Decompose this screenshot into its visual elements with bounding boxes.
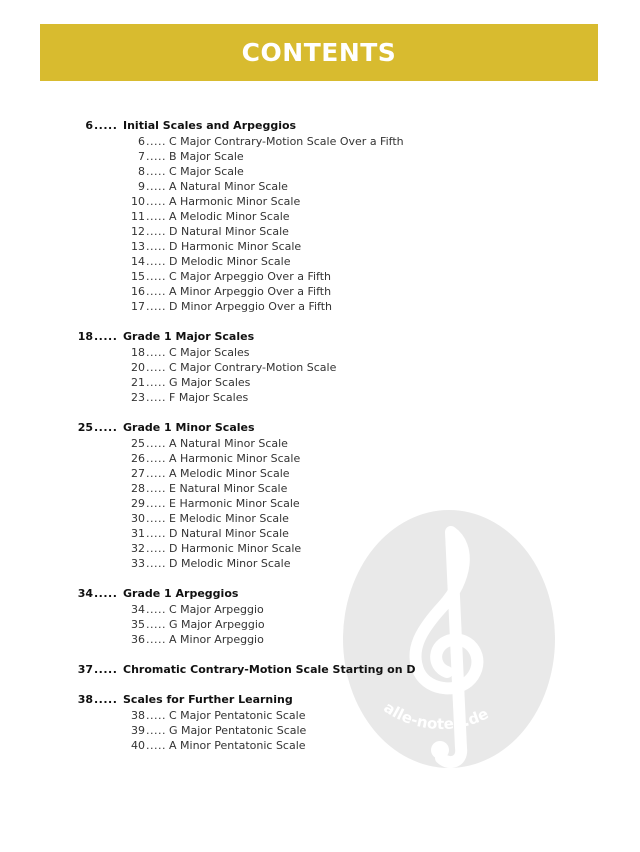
toc-entry-list (0, 133, 640, 314)
dot-leader: ..... (146, 150, 166, 163)
dot-leader: ..... (146, 497, 166, 510)
entry-page-number: 16 (131, 285, 145, 298)
entry-page-number: 17 (131, 300, 145, 313)
toc-section (0, 692, 640, 753)
dot-leader: ..... (146, 467, 166, 480)
dot-leader: ..... (94, 330, 118, 343)
entry-title: D Natural Minor Scale (169, 225, 289, 238)
dot-leader: ..... (146, 709, 166, 722)
toc-entry[interactable] (0, 179, 640, 194)
dot-leader: ..... (146, 633, 166, 646)
toc-entry[interactable] (0, 194, 640, 209)
entry-title: E Melodic Minor Scale (169, 512, 289, 525)
page-title: CONTENTS (241, 38, 397, 67)
toc-entry-list (0, 344, 640, 405)
entry-title: D Melodic Minor Scale (169, 557, 291, 570)
toc-entry[interactable] (0, 164, 640, 179)
dot-leader: ..... (146, 361, 166, 374)
entry-title: A Harmonic Minor Scale (169, 195, 301, 208)
toc-entry[interactable] (0, 254, 640, 269)
entry-title: D Minor Arpeggio Over a Fifth (169, 300, 333, 313)
contents-header-bar (40, 24, 598, 81)
toc-entry[interactable] (0, 224, 640, 239)
toc-entry[interactable] (0, 556, 640, 571)
entry-page-number: 13 (131, 240, 145, 253)
entry-title: A Minor Arpeggio Over a Fifth (169, 285, 332, 298)
entry-title: E Natural Minor Scale (169, 482, 288, 495)
entry-page-number: 6 (138, 135, 145, 148)
toc-section-heading[interactable] (0, 420, 640, 435)
toc-entry[interactable] (0, 299, 640, 314)
entry-page-number: 40 (131, 739, 145, 752)
table-of-contents (0, 118, 640, 768)
dot-leader: ..... (94, 587, 118, 600)
toc-entry[interactable] (0, 526, 640, 541)
entry-page-number: 34 (131, 603, 145, 616)
entry-page-number: 31 (131, 527, 145, 540)
dot-leader: ..... (146, 255, 166, 268)
entry-title: C Major Arpeggio Over a Fifth (169, 270, 331, 283)
toc-entry[interactable] (0, 209, 640, 224)
dot-leader: ..... (146, 603, 166, 616)
entry-page-number: 36 (131, 633, 145, 646)
entry-page-number: 10 (131, 195, 145, 208)
dot-leader: ..... (146, 240, 166, 253)
entry-title: D Natural Minor Scale (169, 527, 289, 540)
toc-section-heading[interactable] (0, 662, 640, 677)
entry-title: C Major Contrary-Motion Scale Over a Fifth (169, 135, 404, 148)
dot-leader: ..... (146, 180, 166, 193)
entry-page-number: 27 (131, 467, 145, 480)
entry-title: C Major Pentatonic Scale (169, 709, 306, 722)
entry-page-number: 20 (131, 361, 145, 374)
dot-leader: ..... (146, 225, 166, 238)
dot-leader: ..... (146, 210, 166, 223)
dot-leader: ..... (146, 527, 166, 540)
watermark-text: alle-noten.de (380, 698, 492, 734)
dot-leader: ..... (146, 285, 166, 298)
dot-leader: ..... (94, 421, 118, 434)
entry-title: D Harmonic Minor Scale (169, 240, 302, 253)
dot-leader: ..... (146, 346, 166, 359)
dot-leader: ..... (146, 195, 166, 208)
toc-entry[interactable] (0, 541, 640, 556)
toc-section-heading[interactable] (0, 586, 640, 601)
entry-title: A Minor Pentatonic Scale (169, 739, 306, 752)
entry-page-number: 38 (131, 709, 145, 722)
entry-title: C Major Scales (169, 346, 250, 359)
toc-entry[interactable] (0, 149, 640, 164)
dot-leader: ..... (146, 542, 166, 555)
toc-entry-list (0, 435, 640, 571)
entry-title: A Melodic Minor Scale (169, 467, 290, 480)
entry-title: C Major Scale (169, 165, 244, 178)
entry-page-number: 18 (131, 346, 145, 359)
toc-section (0, 329, 640, 405)
dot-leader: ..... (146, 391, 166, 404)
toc-entry[interactable] (0, 496, 640, 511)
section-page-number: 37 (77, 663, 93, 676)
toc-section-heading[interactable] (0, 118, 640, 133)
toc-entry[interactable] (0, 723, 640, 738)
section-title: Initial Scales and Arpeggios (123, 119, 297, 132)
section-page-number: 38 (77, 693, 93, 706)
section-page-number: 34 (77, 587, 93, 600)
entry-page-number: 23 (131, 391, 145, 404)
entry-title: A Natural Minor Scale (169, 180, 288, 193)
section-title: Chromatic Contrary-Motion Scale Starting on D (123, 663, 416, 676)
entry-title: A Melodic Minor Scale (169, 210, 290, 223)
entry-page-number: 26 (131, 452, 145, 465)
toc-entry[interactable] (0, 617, 640, 632)
dot-leader: ..... (146, 300, 166, 313)
entry-page-number: 28 (131, 482, 145, 495)
dot-leader: ..... (94, 663, 118, 676)
entry-page-number: 29 (131, 497, 145, 510)
entry-page-number: 15 (131, 270, 145, 283)
dot-leader: ..... (146, 724, 166, 737)
dot-leader: ..... (94, 119, 118, 132)
entry-page-number: 12 (131, 225, 145, 238)
toc-entry[interactable] (0, 632, 640, 647)
toc-section (0, 662, 640, 677)
entry-title: F Major Scales (169, 391, 249, 404)
toc-entry-list (0, 601, 640, 647)
entry-page-number: 8 (138, 165, 145, 178)
entry-title: A Minor Arpeggio (169, 633, 264, 646)
toc-entry[interactable] (0, 451, 640, 466)
toc-entry[interactable] (0, 284, 640, 299)
dot-leader: ..... (146, 557, 166, 570)
entry-page-number: 35 (131, 618, 145, 631)
toc-entry[interactable] (0, 738, 640, 753)
dot-leader: ..... (146, 452, 166, 465)
dot-leader: ..... (146, 376, 166, 389)
toc-entry[interactable] (0, 134, 640, 149)
entry-page-number: 32 (131, 542, 145, 555)
entry-page-number: 14 (131, 255, 145, 268)
section-title: Grade 1 Arpeggios (123, 587, 239, 600)
entry-title: D Harmonic Minor Scale (169, 542, 302, 555)
section-title: Grade 1 Major Scales (123, 330, 255, 343)
toc-entry[interactable] (0, 269, 640, 284)
dot-leader: ..... (146, 437, 166, 450)
section-page-number: 6 (85, 119, 93, 132)
entry-page-number: 9 (138, 180, 145, 193)
entry-page-number: 7 (138, 150, 145, 163)
dot-leader: ..... (94, 693, 118, 706)
toc-entry[interactable] (0, 481, 640, 496)
entry-title: E Harmonic Minor Scale (169, 497, 300, 510)
section-page-number: 25 (77, 421, 93, 434)
toc-entry[interactable] (0, 390, 640, 405)
toc-section (0, 586, 640, 647)
toc-entry[interactable] (0, 708, 640, 723)
entry-title: G Major Arpeggio (169, 618, 265, 631)
entry-title: D Melodic Minor Scale (169, 255, 291, 268)
entry-title: A Natural Minor Scale (169, 437, 288, 450)
toc-section-heading[interactable] (0, 329, 640, 344)
entry-title: A Harmonic Minor Scale (169, 452, 301, 465)
entry-title: B Major Scale (169, 150, 244, 163)
entry-page-number: 25 (131, 437, 145, 450)
section-page-number: 18 (77, 330, 93, 343)
dot-leader: ..... (146, 482, 166, 495)
dot-leader: ..... (146, 739, 166, 752)
entry-page-number: 21 (131, 376, 145, 389)
entry-title: G Major Scales (169, 376, 251, 389)
toc-entry[interactable] (0, 360, 640, 375)
toc-entry[interactable] (0, 375, 640, 390)
toc-entry[interactable] (0, 511, 640, 526)
dot-leader: ..... (146, 618, 166, 631)
entry-page-number: 39 (131, 724, 145, 737)
toc-entry[interactable] (0, 466, 640, 481)
entry-page-number: 11 (131, 210, 145, 223)
toc-section (0, 420, 640, 571)
entry-page-number: 30 (131, 512, 145, 525)
dot-leader: ..... (146, 135, 166, 148)
section-title: Scales for Further Learning (123, 693, 293, 706)
toc-entry-list (0, 707, 640, 753)
toc-entry[interactable] (0, 602, 640, 617)
entry-title: C Major Contrary-Motion Scale (169, 361, 337, 374)
toc-entry[interactable] (0, 345, 640, 360)
entry-title: C Major Arpeggio (169, 603, 264, 616)
dot-leader: ..... (146, 270, 166, 283)
dot-leader: ..... (146, 165, 166, 178)
toc-entry[interactable] (0, 436, 640, 451)
dot-leader: ..... (146, 512, 166, 525)
toc-section-heading[interactable] (0, 692, 640, 707)
toc-entry[interactable] (0, 239, 640, 254)
entry-title: G Major Pentatonic Scale (169, 724, 307, 737)
entry-page-number: 33 (131, 557, 145, 570)
toc-section (0, 118, 640, 314)
section-title: Grade 1 Minor Scales (123, 421, 255, 434)
